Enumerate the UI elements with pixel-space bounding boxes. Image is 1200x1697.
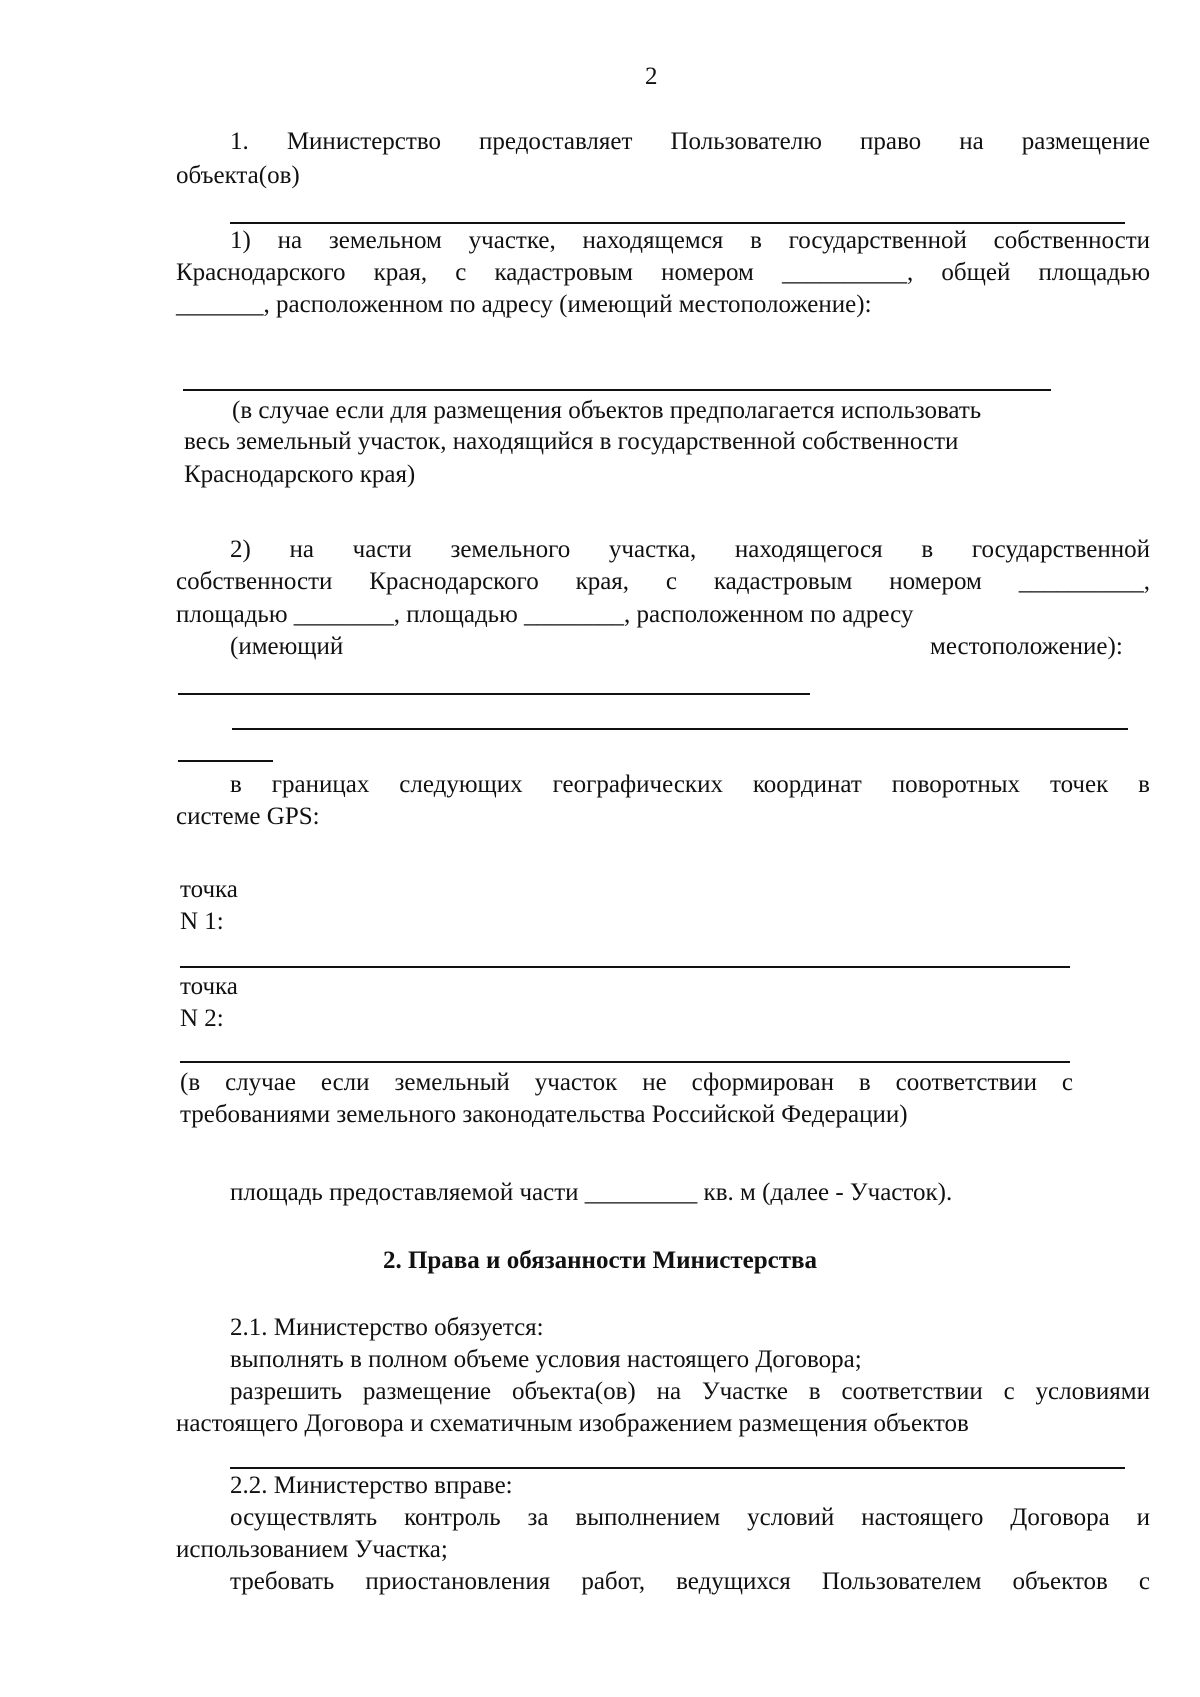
blank-line-address-2c	[178, 760, 273, 762]
blank-line-point-2	[180, 1061, 1070, 1063]
intro-line-1: 1. Министерство предоставляет Пользователю право на размещение	[230, 128, 1150, 155]
blank-line-object	[230, 222, 1125, 224]
p21-line-3: настоящего Договора и схематичным изображением размещения объектов	[176, 1410, 969, 1437]
gps-line-2: системе GPS:	[176, 803, 320, 830]
point2-label: точка	[180, 973, 238, 1000]
blank-line-address-2a	[178, 693, 810, 695]
p22-title: 2.2. Министерство вправе:	[230, 1472, 513, 1499]
item1-line-2: Краснодарского края, с кадастровым номером __________, общей площадью	[176, 259, 1150, 286]
p21-title: 2.1. Министерство обязуется:	[230, 1314, 544, 1341]
item2-line-3: площадью ________, площадью ________, расположенном по адресу	[176, 601, 914, 628]
note2-line-2: требованиями земельного законодательства Российской Федерации)	[180, 1101, 908, 1128]
page-number: 2	[645, 63, 658, 90]
point1-number: N 1:	[180, 908, 224, 935]
item1-note-line-1: (в случае если для размещения объектов предполагается использовать	[232, 397, 982, 424]
item1-note-line-2: весь земельный участок, находящийся в государственной собственности	[184, 428, 959, 455]
p22-line-1: осуществлять контроль за выполнением условий настоящего Договора и	[230, 1504, 1150, 1531]
gps-line-1: в границах следующих географических координат поворотных точек в	[230, 771, 1150, 798]
item2-line-4-left: (имеющий	[230, 633, 344, 660]
item1-line-1: 1) на земельном участке, находящемся в государственной собственности	[230, 227, 1150, 254]
p22-line-2: использованием Участка;	[176, 1536, 448, 1563]
intro-line-2: объекта(ов)	[176, 162, 300, 189]
note2-line-1: (в случае если земельный участок не сформирован в соответствии с	[180, 1069, 1073, 1096]
p21-line-1: выполнять в полном объеме условия настоящего Договора;	[230, 1346, 862, 1373]
blank-line-address-1	[183, 389, 1051, 391]
section2-heading: 2. Права и обязанности Министерства	[382, 1247, 818, 1274]
item1-line-3: _______, расположенном по адресу (имеющий местоположение):	[176, 291, 872, 318]
blank-line-point-1	[180, 966, 1070, 968]
item1-note-line-3: Краснодарского края)	[184, 461, 416, 488]
p21-line-2: разрешить размещение объекта(ов) на Участке в соответствии с условиями	[230, 1378, 1150, 1405]
item2-line-4-right: местоположение):	[930, 633, 1123, 660]
p22-line-3: требовать приостановления работ, ведущихся Пользователем объектов с	[230, 1568, 1150, 1595]
point1-label: точка	[180, 876, 238, 903]
item2-line-2: собственности Краснодарского края, с кадастровым номером __________,	[176, 568, 1150, 595]
blank-line-address-2b	[232, 728, 1128, 730]
item2-line-1: 2) на части земельного участка, находящегося в государственной	[230, 536, 1150, 563]
area-line: площадь предоставляемой части _________ кв. м (далее - Участок).	[230, 1179, 953, 1206]
blank-line-scheme	[230, 1467, 1125, 1469]
point2-number: N 2:	[180, 1005, 224, 1032]
